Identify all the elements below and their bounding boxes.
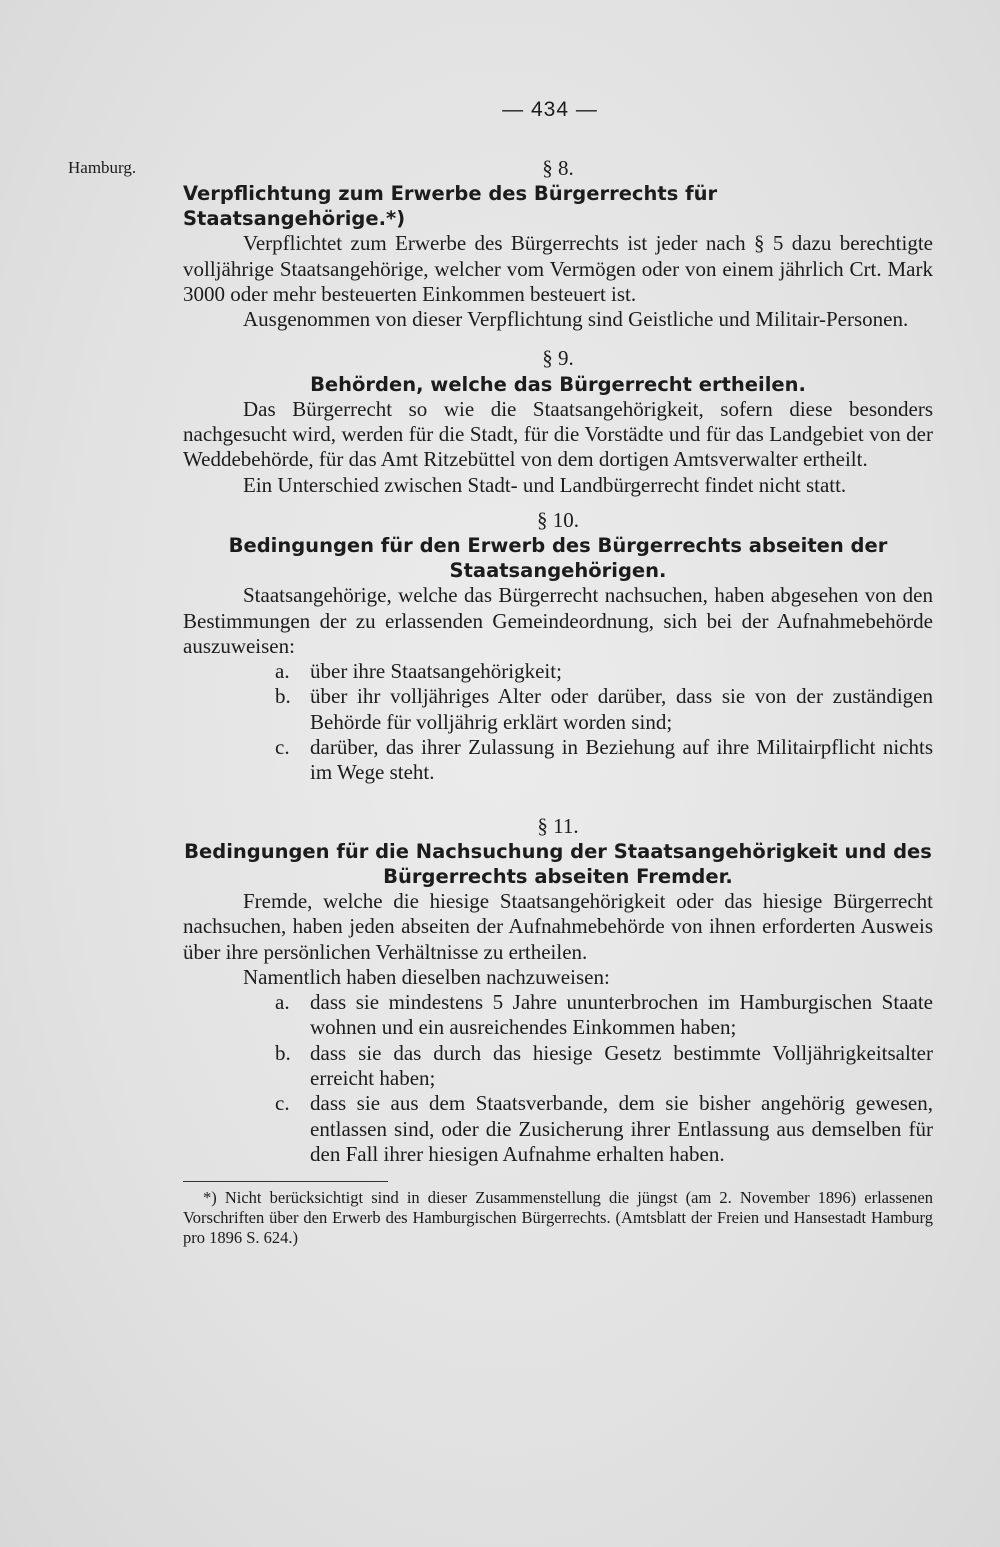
list-item <box>183 659 933 684</box>
item-label: b. <box>275 1040 291 1065</box>
paragraph: Das Bürgerrecht so wie die Staatsangehörigkeit, sofern diese besonders nachgesucht wird, werden für die Stadt, für die Vorstädte und für das Landgebiet von der Weddebehörde, für das Amt Ritzebüttel von dem dortigen Amtsverwalter ertheilt. <box>183 396 933 472</box>
paragraph: Fremde, welche die hiesige Staatsangehörigkeit oder das hiesige Bürgerrecht nachsuchen, haben jeden abseiten der Aufnahmebehörde von ihnen erforderten Ausweis über ihre persönlichen Verhältnisse zu ertheilen. <box>183 888 933 964</box>
section-heading: Bedingungen für den Erwerb des Bürgerrechts abseiten der Staatsangehörigen. <box>228 534 888 583</box>
item-text: über ihre Staatsangehörigkeit; <box>310 659 562 684</box>
paragraph: Staatsangehörige, welche das Bürgerrecht nachsuchen, haben abgesehen von den Bestimmungen der zu erlassenden Gemeindeordnung, sich bei der Aufnahmebehörde auszuweisen: <box>183 583 933 658</box>
item-label: c. <box>275 1091 290 1116</box>
list-item <box>183 990 933 1041</box>
item-text: dass sie aus dem Staatsverbande, dem sie bisher angehörig gewesen, entlassen sind, oder die Zusicherung ihrer Entlassung aus demselben für den Fall ihrer hiesigen Aufnahme erhalten haben. <box>310 1091 933 1166</box>
list-item <box>183 684 933 735</box>
paragraph: Ausgenommen von dieser Verpflichtung sind Geistliche und Militair-Personen. <box>243 307 909 332</box>
paragraph: Verpflichtet zum Erwerbe des Bürgerrechts ist jeder nach § 5 dazu berechtigte volljährige Staatsangehörige, welcher vom Vermögen oder von einem jährlich Crt. Mark 3000 oder mehr besteuerten Einkommen besteuert ist. <box>183 231 933 306</box>
condition-list <box>183 990 933 1167</box>
item-text: dass sie das durch das hiesige Gesetz bestimmte Volljährigkeitsalter erreicht haben; <box>310 1040 933 1091</box>
item-text: über ihr volljähriges Alter oder darüber, dass sie von der zuständigen Behörde für volljährig erklärt worden sind; <box>310 684 933 734</box>
item-label: a. <box>275 659 290 684</box>
item-text: darüber, das ihrer Zulassung in Beziehung auf ihre Militairpflicht nichts im Wege steht. <box>310 735 933 785</box>
page-number: — 434 — <box>502 98 598 121</box>
section-heading: Verpflichtung zum Erwerbe des Bürgerrechts für Staatsangehörige.*) <box>183 182 718 231</box>
condition-list <box>183 659 933 785</box>
list-item <box>183 1091 933 1167</box>
footnote-divider <box>183 1181 388 1182</box>
item-label: b. <box>275 684 291 709</box>
paragraph: Namentlich haben dieselben nachzuweisen: <box>243 964 610 989</box>
item-label: a. <box>275 990 290 1015</box>
section-heading: Bedingungen für die Nachsuchung der Staatsangehörigkeit und des Bürgerrechts abseiten Fremder. <box>184 839 932 888</box>
margin-note: Hamburg. <box>68 158 137 177</box>
section-number: § 11. <box>537 813 579 838</box>
footnote: *) Nicht berücksichtigt sind in dieser Zusammenstellung die jüngst (am 2. November 1896) erlassenen Vorschriften über den Erwerb des Hamburgischen Bürgerrechts. (Amtsblatt der Freien und Hansestadt Hamburg pro 1896 S. 624.) <box>183 1188 933 1248</box>
item-text: dass sie mindestens 5 Jahre ununterbrochen im Hamburgischen Staate wohnen und ein ausreichendes Einkommen haben; <box>310 990 933 1040</box>
page-body <box>183 150 933 1248</box>
section-heading: Behörden, welche das Bürgerrecht ertheilen. <box>310 372 806 396</box>
section-number: § 9. <box>542 346 574 371</box>
section-number: § 10. <box>537 507 579 532</box>
item-label: c. <box>275 735 290 760</box>
paragraph: Ein Unterschied zwischen Stadt- und Landbürgerrecht findet nicht statt. <box>243 472 847 497</box>
list-item <box>183 735 933 786</box>
list-item <box>183 1041 933 1092</box>
section-number: § 8. <box>542 156 574 180</box>
